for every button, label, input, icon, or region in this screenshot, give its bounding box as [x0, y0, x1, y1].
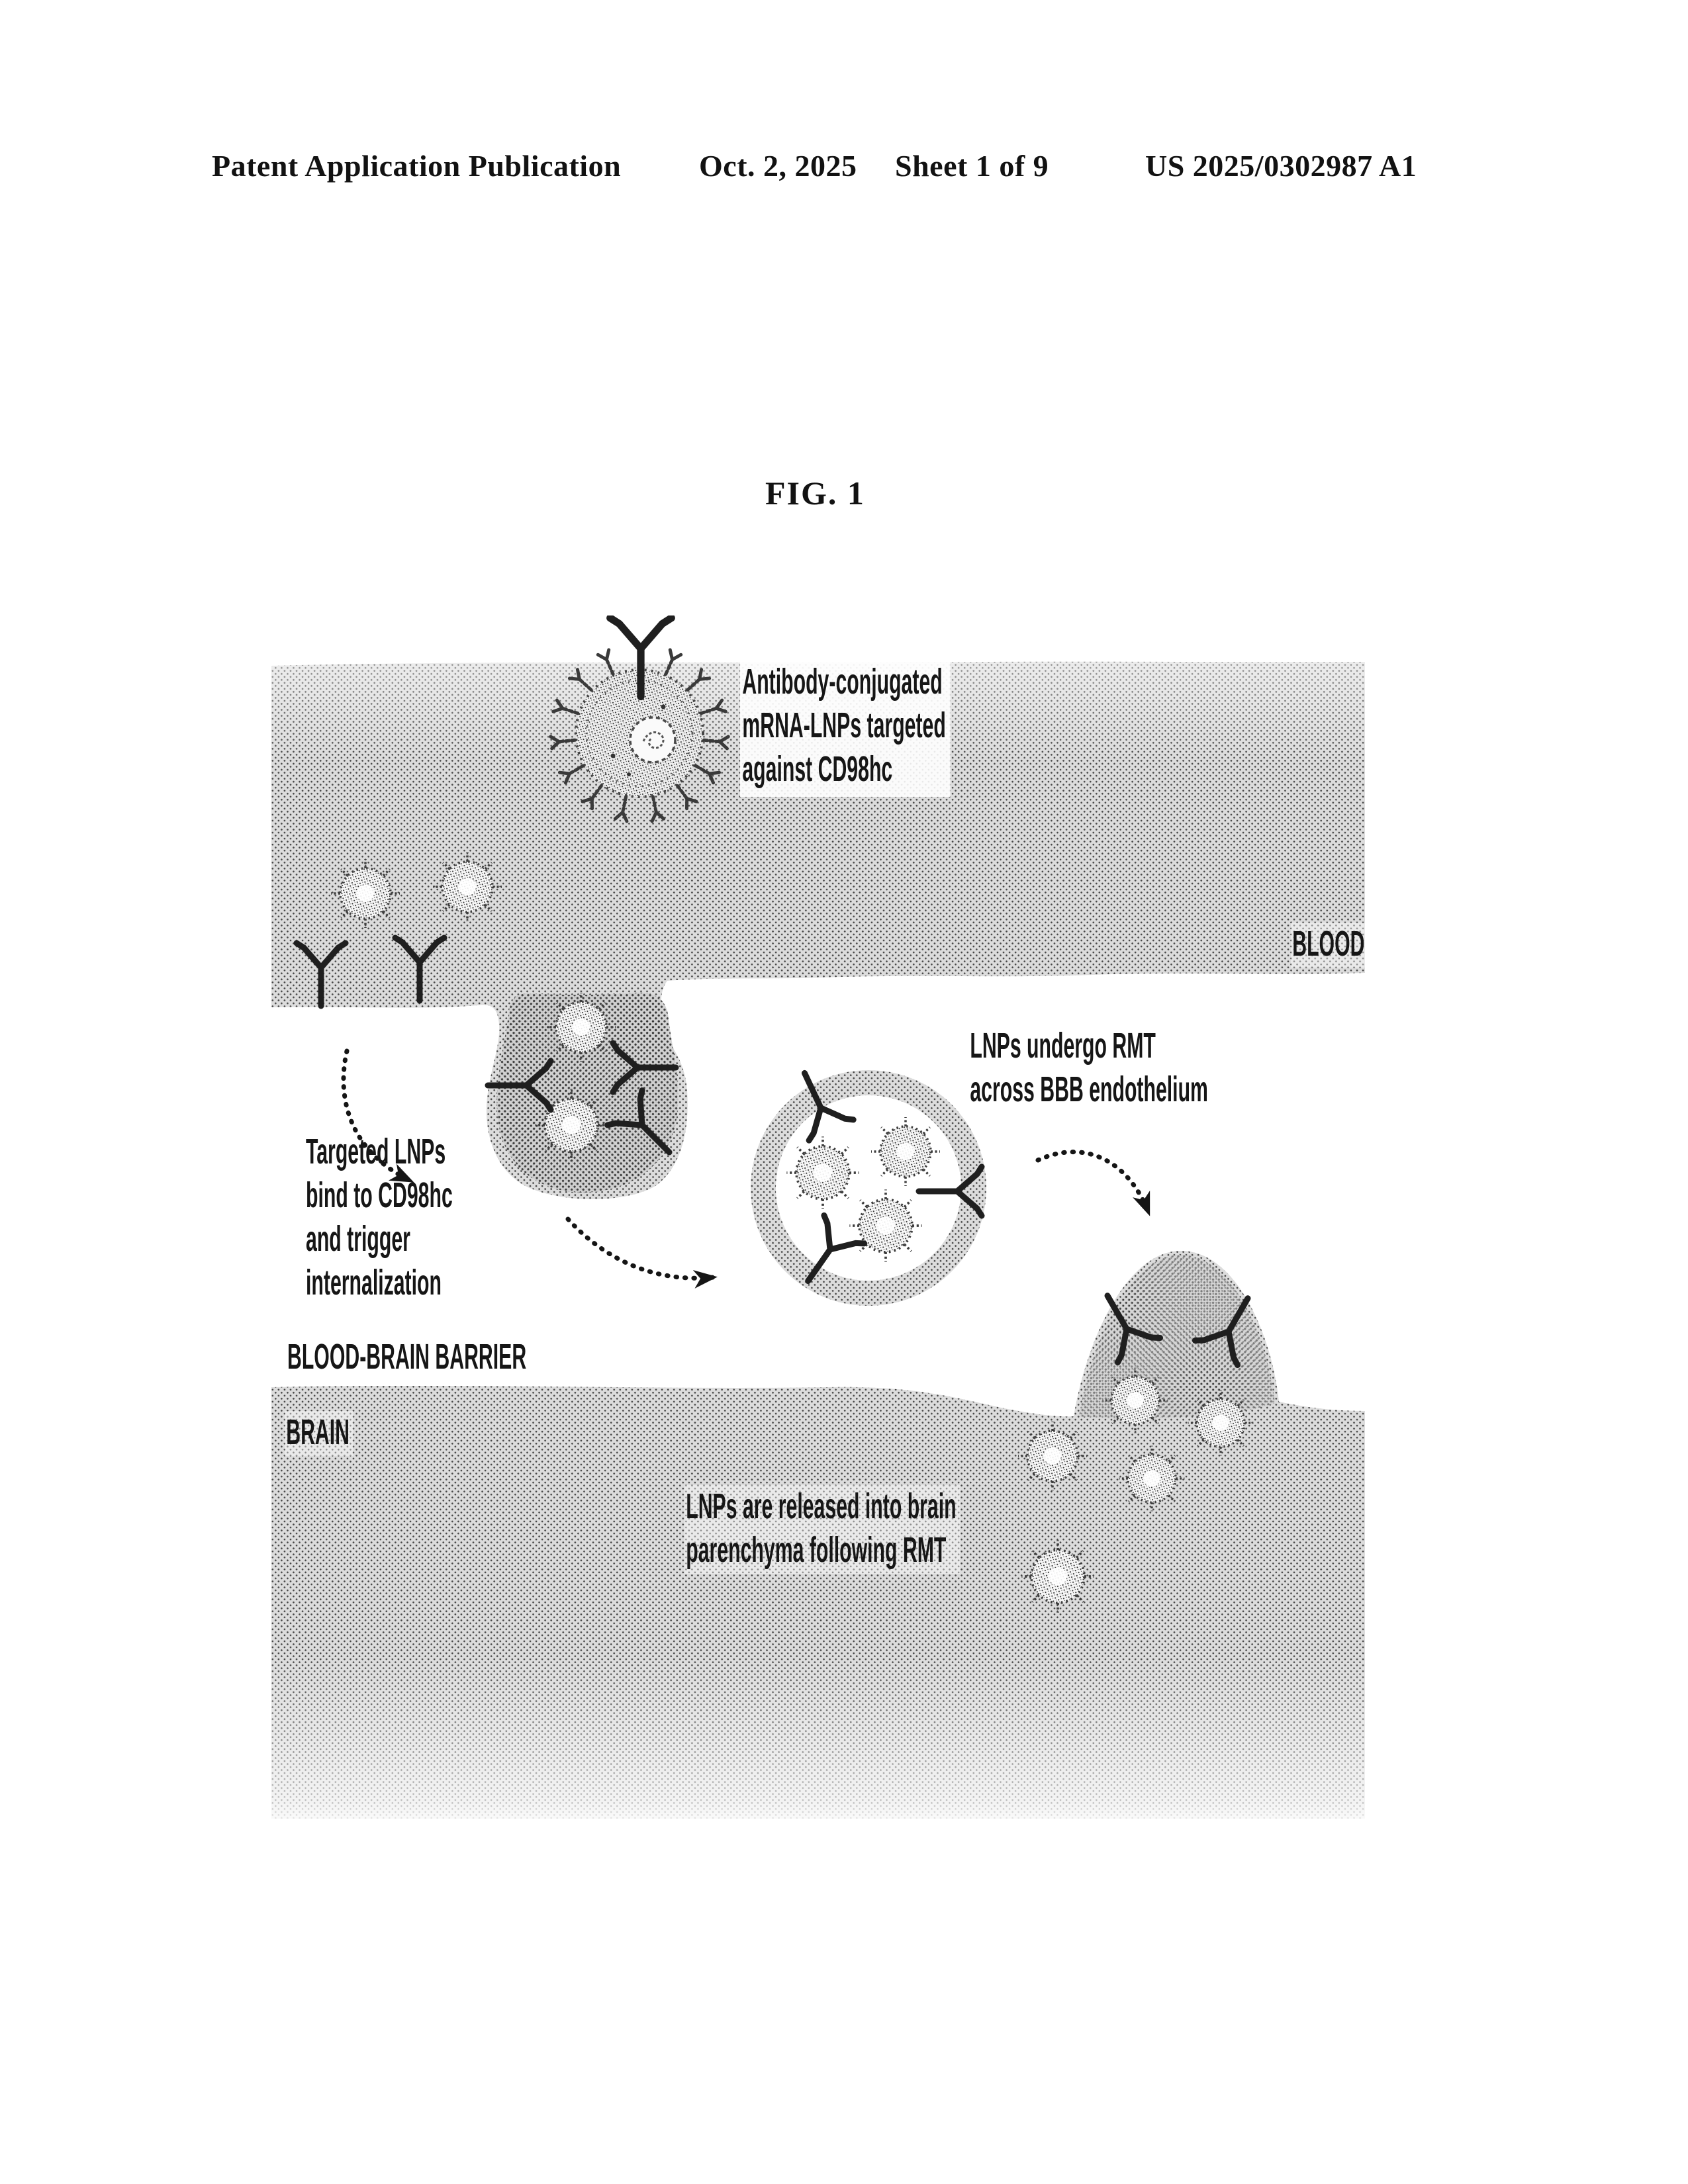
dashed-flow-arrow-icon [1038, 1152, 1149, 1212]
label-blood-brain-barrier: BLOOD-BRAIN BARRIER [287, 1337, 527, 1377]
label-released-lnps: LNPs are released into brain parenchyma following RMT [684, 1485, 960, 1574]
label-rmt: LNPs undergo RMT across BBB endothelium [968, 1023, 1213, 1117]
dashed-flow-arrow-icon [568, 1219, 714, 1278]
label-antibody-lnp: Antibody-conjugated mRNA-LNPs targeted against CD98hc [740, 659, 951, 797]
header-publication: Patent Application Publication [212, 149, 622, 183]
label-brain: BRAIN [285, 1411, 353, 1456]
label-blood: BLOOD [1291, 923, 1368, 968]
header-date: Oct. 2, 2025 [699, 149, 857, 183]
header-sheet: Sheet 1 of 9 [895, 149, 1049, 183]
figure-title: FIG. 1 [765, 475, 865, 512]
transcytosis-vesicle [751, 1070, 986, 1306]
abluminal-dome [1079, 1255, 1275, 1418]
header-pub-number: US 2025/0302987 A1 [1145, 149, 1417, 183]
label-targeted-lnps: Targeted LNPs bind to CD98hc and trigger internalization [306, 1132, 453, 1302]
mrna-cargo-icon [630, 717, 675, 762]
